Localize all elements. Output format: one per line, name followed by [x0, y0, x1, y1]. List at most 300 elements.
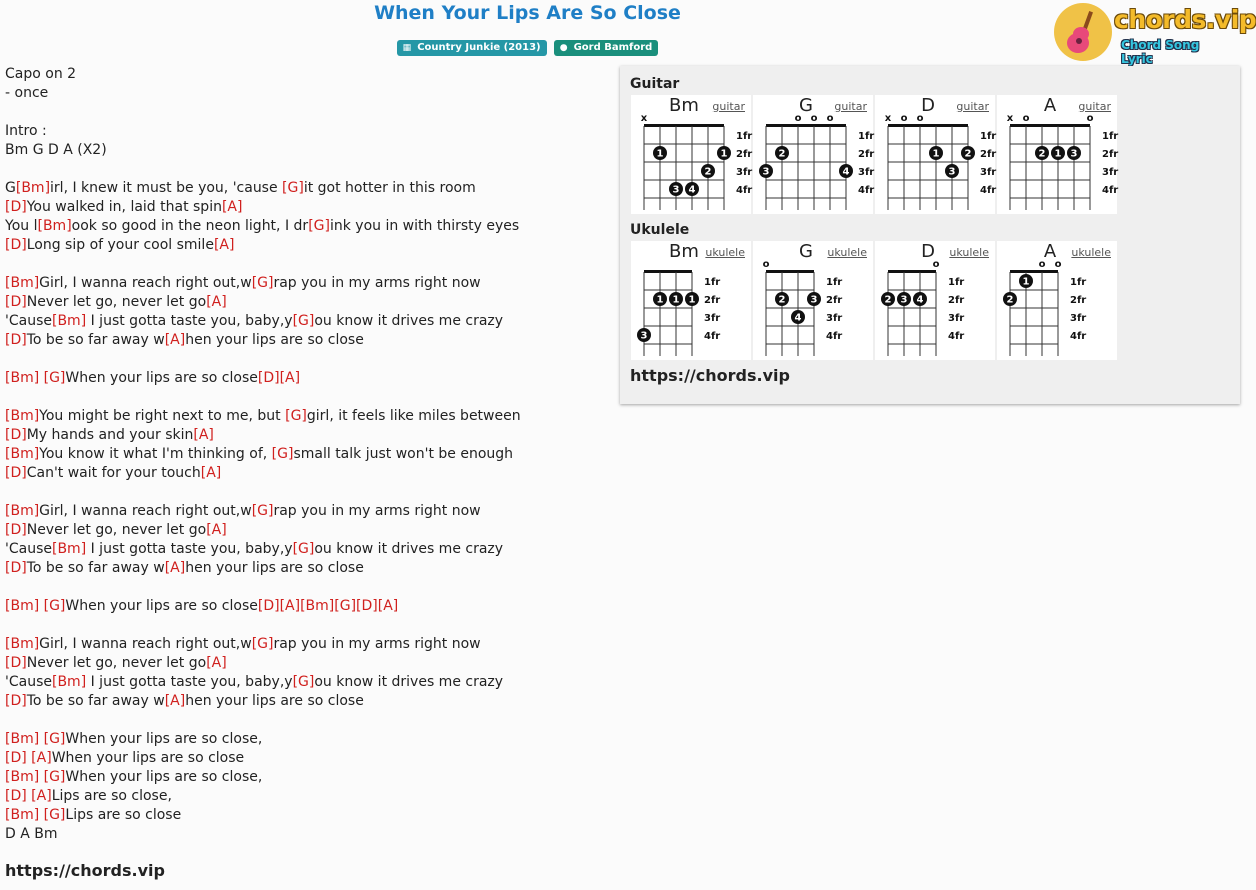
chord-marker[interactable]: [Bm] — [5, 598, 40, 614]
lyric-line — [5, 806, 605, 825]
chord-diagram-panel — [620, 66, 1240, 404]
chord-marker[interactable]: [G] — [43, 807, 66, 823]
lyric-line — [5, 825, 605, 844]
chord-marker[interactable]: [A] — [200, 465, 222, 481]
lyric-text: Can't wait for your touch — [26, 465, 201, 481]
finger-number: 1 — [688, 294, 696, 306]
chord-marker[interactable]: [G] — [334, 598, 357, 614]
chord-instrument-link[interactable]: ukulele — [949, 246, 989, 259]
finger-number: 1 — [1054, 148, 1062, 160]
chord-marker[interactable]: [Bm] — [5, 769, 40, 785]
lyric-text: Intro : — [5, 123, 47, 139]
chord-instrument-link[interactable]: guitar — [1078, 100, 1111, 113]
open-string-marker: o — [932, 259, 940, 270]
chord-marker[interactable]: [A] — [206, 294, 227, 310]
open-string-marker: o — [1086, 113, 1094, 124]
finger-dot — [653, 292, 667, 306]
song-badges — [0, 35, 1055, 56]
ukulele-chord-g[interactable] — [753, 241, 873, 360]
fret-label: 4fr — [1070, 331, 1087, 342]
fret-label: 2fr — [948, 295, 965, 306]
fret-label: 2fr — [1102, 149, 1119, 160]
finger-number: 2 — [1006, 294, 1014, 306]
fret-label: 1fr — [948, 277, 965, 288]
lyric-text: I just gotta taste you, baby,y — [86, 674, 293, 690]
muted-string-marker: x — [640, 113, 648, 124]
finger-number: 2 — [964, 148, 972, 160]
lyric-line — [5, 502, 605, 521]
finger-number: 1 — [720, 148, 728, 160]
chord-marker[interactable]: [A] — [164, 560, 186, 576]
open-string-marker: o — [762, 259, 770, 270]
lyric-line — [5, 84, 605, 103]
finger-dot — [961, 146, 975, 160]
finger-dot — [1019, 274, 1033, 288]
fret-label: 3fr — [1070, 313, 1087, 324]
fret-label: 2fr — [826, 295, 843, 306]
finger-dot — [685, 292, 699, 306]
chord-marker[interactable]: [Bm] — [5, 503, 40, 519]
fret-label: 2fr — [736, 149, 753, 160]
lyric-line — [5, 274, 605, 293]
lyric-line — [5, 65, 605, 84]
lyric-text: D A Bm — [5, 826, 58, 842]
lyric-line — [5, 293, 605, 312]
lyric-text: You know it what I'm thinking of, — [39, 446, 272, 462]
artist-label: Gord Bamford — [573, 42, 653, 53]
finger-number: 1 — [656, 294, 664, 306]
lyric-text: it got hotter in this room — [303, 180, 476, 196]
finger-number: 1 — [672, 294, 680, 306]
finger-number: 3 — [762, 166, 770, 178]
fret-label: 4fr — [1102, 185, 1119, 196]
lyric-line — [5, 407, 605, 426]
fret-label: 3fr — [736, 167, 753, 178]
lyric-text: ou know it drives me crazy — [314, 313, 504, 329]
muted-string-marker: x — [1006, 113, 1014, 124]
chord-marker[interactable]: [G] — [292, 541, 315, 557]
finger-number: 1 — [1022, 276, 1030, 288]
finger-number: 4 — [688, 184, 696, 196]
lyric-line — [5, 331, 605, 350]
chord-marker[interactable]: [D] — [5, 237, 27, 253]
ukulele-chord-bm[interactable] — [631, 241, 751, 360]
lyric-text: When your lips are so close — [65, 598, 258, 614]
finger-dot — [929, 146, 943, 160]
chord-marker[interactable]: [G] — [43, 731, 66, 747]
lyric-text: ou know it drives me crazy — [314, 541, 504, 557]
chord-marker[interactable]: [D] — [257, 370, 280, 386]
fret-label: 3fr — [704, 313, 721, 324]
finger-number: 3 — [1070, 148, 1078, 160]
finger-dot — [807, 292, 821, 306]
guitar-chord-bm[interactable] — [631, 95, 751, 214]
chord-marker[interactable]: [A] — [206, 655, 227, 671]
chord-marker[interactable]: [Bm] — [51, 674, 87, 690]
finger-dot — [775, 146, 789, 160]
chord-marker[interactable]: [A] — [206, 522, 227, 538]
lyric-text: rap you in my arms right now — [273, 275, 481, 291]
fret-label: 1fr — [826, 277, 843, 288]
artist-badge[interactable] — [554, 40, 659, 56]
chord-instrument-link[interactable]: guitar — [712, 100, 745, 113]
lyric-text: I just gotta taste you, baby,y — [86, 541, 293, 557]
finger-dot — [759, 164, 773, 178]
finger-dot — [701, 164, 715, 178]
lyric-text: rap you in my arms right now — [273, 636, 481, 652]
fret-label: 1fr — [980, 131, 997, 142]
chord-marker[interactable]: [Bm] — [5, 731, 40, 747]
lyric-text: hen your lips are so close — [185, 693, 364, 709]
open-string-marker: o — [916, 113, 924, 124]
open-string-marker: o — [1054, 259, 1062, 270]
chord-marker[interactable]: [A] — [31, 750, 52, 766]
chord-marker[interactable]: [G] — [43, 769, 66, 785]
chord-fretboard — [875, 259, 995, 359]
lyric-line — [5, 141, 605, 160]
open-string-marker: o — [1038, 259, 1046, 270]
chord-marker[interactable]: [D] — [5, 294, 27, 310]
chord-name: G — [799, 95, 813, 116]
chord-marker[interactable]: [A] — [279, 598, 301, 614]
lyric-text: - once — [5, 85, 49, 101]
open-string-marker: o — [1022, 113, 1030, 124]
guitar-chord-a[interactable] — [997, 95, 1117, 214]
lyric-line — [5, 540, 605, 559]
lyric-text: rap you in my arms right now — [273, 503, 481, 519]
chord-marker[interactable]: [Bm] — [5, 446, 40, 462]
chord-fretboard — [753, 259, 873, 359]
chord-marker[interactable]: [D] — [5, 750, 27, 766]
lyric-text: ink you in with thirsty eyes — [329, 218, 520, 234]
finger-dot — [1003, 292, 1017, 306]
chord-marker[interactable]: [D] — [257, 598, 280, 614]
finger-dot — [653, 146, 667, 160]
lyric-line — [5, 103, 605, 122]
lyric-text: You might be right next to me, but — [39, 408, 286, 424]
chord-fretboard — [997, 259, 1117, 359]
chord-marker[interactable]: [A] — [221, 199, 243, 215]
lyric-text: small talk just won't be enough — [293, 446, 514, 462]
chord-marker[interactable]: [D] — [5, 560, 27, 576]
fret-label: 4fr — [858, 185, 875, 196]
finger-number: 2 — [778, 148, 786, 160]
chord-marker[interactable]: [D] — [5, 465, 27, 481]
lyric-text: ou know it drives me crazy — [314, 674, 504, 690]
open-string-marker: o — [794, 113, 802, 124]
lyric-text: Never let go, never let go — [26, 294, 207, 310]
chord-marker[interactable]: [D] — [5, 693, 27, 709]
lyric-text: My hands and your skin — [26, 427, 194, 443]
chord-marker[interactable]: [A] — [193, 427, 214, 443]
finger-dot — [1067, 146, 1081, 160]
lyric-line — [5, 635, 605, 654]
lyric-line — [5, 711, 605, 730]
chord-fretboard — [997, 113, 1117, 213]
fret-label: 1fr — [704, 277, 721, 288]
finger-dot — [881, 292, 895, 306]
lyric-line — [5, 692, 605, 711]
chord-fretboard — [875, 113, 995, 213]
fret-label: 2fr — [858, 149, 875, 160]
finger-number: 4 — [794, 312, 802, 324]
fret-label: 2fr — [1070, 295, 1087, 306]
finger-number: 3 — [810, 294, 818, 306]
chord-marker[interactable]: [Bm] — [51, 541, 87, 557]
chord-marker[interactable]: [A] — [164, 332, 186, 348]
finger-number: 1 — [656, 148, 664, 160]
lyric-text: G — [5, 180, 16, 196]
chord-marker[interactable]: [G] — [308, 218, 330, 234]
chord-marker[interactable]: [A] — [213, 237, 235, 253]
fret-label: 4fr — [948, 331, 965, 342]
fret-label: 4fr — [826, 331, 843, 342]
finger-dot — [669, 182, 683, 196]
fret-label: 2fr — [704, 295, 721, 306]
finger-number: 4 — [842, 166, 850, 178]
finger-dot — [1035, 146, 1049, 160]
chord-marker[interactable]: [Bm] — [37, 218, 72, 234]
lyric-line — [5, 388, 605, 407]
lyric-text: Girl, I wanna reach right out,w — [39, 636, 252, 652]
finger-dot — [717, 146, 731, 160]
song-title: When Your Lips Are So Close — [374, 2, 681, 24]
chord-fretboard — [631, 259, 751, 359]
chord-name: Bm — [669, 95, 699, 116]
finger-dot — [945, 164, 959, 178]
chord-marker[interactable]: [D] — [5, 332, 27, 348]
lyric-text: When your lips are so close — [65, 370, 258, 386]
lyric-line — [5, 160, 605, 179]
finger-dot — [669, 292, 683, 306]
muted-string-marker: x — [884, 113, 892, 124]
finger-dot — [685, 182, 699, 196]
chord-marker[interactable]: [Bm] — [15, 180, 51, 196]
lyric-text: 'Cause — [5, 541, 52, 557]
chord-marker[interactable]: [D] — [5, 655, 27, 671]
chord-marker[interactable]: [A] — [31, 788, 52, 804]
lyric-line — [5, 768, 605, 787]
fret-label: 4fr — [980, 185, 997, 196]
lyric-text: You walked in, laid that spin — [26, 199, 222, 215]
finger-dot — [1051, 146, 1065, 160]
fret-label: 1fr — [1102, 131, 1119, 142]
book-icon: ▦ — [402, 43, 412, 53]
lyric-line — [5, 559, 605, 578]
lyric-text: hen your lips are so close — [185, 560, 364, 576]
lyric-line — [5, 255, 605, 274]
lyric-line — [5, 426, 605, 445]
chord-marker[interactable]: [A] — [164, 693, 186, 709]
fret-label: 4fr — [704, 331, 721, 342]
finger-dot — [897, 292, 911, 306]
fret-label: 3fr — [858, 167, 875, 178]
chord-marker[interactable]: [G] — [271, 446, 294, 462]
chord-name: A — [1043, 95, 1057, 116]
finger-dot — [791, 310, 805, 324]
lyric-text: When your lips are so close, — [65, 769, 263, 785]
finger-dot — [913, 292, 927, 306]
lyric-line — [5, 312, 605, 331]
lyric-line — [5, 654, 605, 673]
logo-text: chords.vip — [1114, 5, 1256, 34]
lyric-text: Long sip of your cool smile — [26, 237, 214, 253]
finger-number: 2 — [778, 294, 786, 306]
chord-marker[interactable]: [G] — [282, 180, 304, 196]
lyric-text: Never let go, never let go — [26, 655, 207, 671]
footer-url[interactable]: https://chords.vip — [5, 861, 165, 880]
logo-subtitle: Chord Song Lyric — [1121, 38, 1200, 66]
chord-marker[interactable]: [G] — [292, 313, 315, 329]
chord-marker[interactable]: [Bm] — [5, 636, 40, 652]
lyric-text: To be so far away w — [26, 693, 165, 709]
chord-marker[interactable]: [D] — [5, 427, 27, 443]
finger-number: 4 — [916, 294, 924, 306]
open-string-marker: o — [826, 113, 834, 124]
lyric-line — [5, 749, 605, 768]
ukulele-section-label: Ukulele — [630, 222, 690, 238]
finger-number: 3 — [672, 184, 680, 196]
lyric-line — [5, 464, 605, 483]
chord-marker[interactable]: [Bm] — [5, 408, 40, 424]
fret-label: 3fr — [980, 167, 997, 178]
fret-label: 4fr — [736, 185, 753, 196]
panel-url[interactable]: https://chords.vip — [630, 366, 790, 385]
lyric-line — [5, 578, 605, 597]
fret-label: 1fr — [858, 131, 875, 142]
finger-dot — [637, 328, 651, 342]
fret-label: 1fr — [736, 131, 753, 142]
lyric-line — [5, 217, 605, 236]
chord-instrument-link[interactable]: ukulele — [705, 246, 745, 259]
chord-marker[interactable]: [Bm] — [5, 807, 40, 823]
chord-marker[interactable]: [Bm] — [51, 313, 87, 329]
lyric-line — [5, 483, 605, 502]
album-badge[interactable] — [397, 40, 547, 56]
lyric-text: girl, it feels like miles between — [306, 408, 521, 424]
fret-label: 2fr — [980, 149, 997, 160]
lyric-line — [5, 616, 605, 635]
chord-marker[interactable]: [D] — [356, 598, 378, 614]
finger-dot — [839, 164, 853, 178]
lyric-line — [5, 597, 605, 616]
open-string-marker: o — [810, 113, 818, 124]
lyric-text: You l — [5, 218, 38, 234]
lyric-line — [5, 445, 605, 464]
lyric-text: When your lips are so close, — [65, 731, 263, 747]
chord-marker[interactable]: [D] — [5, 199, 27, 215]
fret-label: 3fr — [826, 313, 843, 324]
lyric-line — [5, 236, 605, 255]
ukulele-chord-d[interactable] — [875, 241, 995, 360]
chord-marker[interactable]: [G] — [251, 636, 274, 652]
guitar-chord-d[interactable] — [875, 95, 995, 214]
finger-number: 3 — [948, 166, 956, 178]
chord-name: G — [799, 241, 813, 262]
chord-instrument-link[interactable]: ukulele — [827, 246, 867, 259]
chord-name: Bm — [669, 241, 699, 262]
chord-instrument-link[interactable]: ukulele — [1071, 246, 1111, 259]
lyric-text: When your lips are so close — [51, 750, 245, 766]
guitar-logo-icon — [1054, 3, 1112, 61]
finger-number: 3 — [900, 294, 908, 306]
site-logo[interactable] — [1054, 3, 1256, 66]
fret-label: 3fr — [948, 313, 965, 324]
lyric-line — [5, 730, 605, 749]
lyric-text: 'Cause — [5, 674, 52, 690]
lyric-text: Lips are so close, — [51, 788, 172, 804]
chord-marker[interactable]: [D] — [5, 522, 27, 538]
chord-marker[interactable]: [Bm] — [5, 275, 40, 291]
chord-marker[interactable]: [G] — [43, 370, 66, 386]
lyric-line — [5, 122, 605, 141]
open-string-marker: o — [900, 113, 908, 124]
ukulele-chord-a[interactable] — [997, 241, 1117, 360]
chord-marker[interactable]: [G] — [43, 598, 66, 614]
chord-instrument-link[interactable]: guitar — [834, 100, 867, 113]
finger-number: 2 — [704, 166, 712, 178]
lyric-line — [5, 179, 605, 198]
lyric-line — [5, 369, 605, 388]
chord-name: D — [921, 95, 935, 116]
finger-number: 3 — [640, 330, 648, 342]
lyric-text: To be so far away w — [26, 560, 165, 576]
lyric-line — [5, 350, 605, 369]
finger-dot — [775, 292, 789, 306]
fret-label: 3fr — [1102, 167, 1119, 178]
chord-marker[interactable]: [G] — [292, 674, 315, 690]
chord-marker[interactable]: [Bm] — [300, 598, 335, 614]
chord-name: D — [921, 241, 935, 262]
finger-number: 2 — [884, 294, 892, 306]
lyric-line — [5, 787, 605, 806]
lyric-text: Capo on 2 — [5, 66, 77, 82]
guitar-section-label: Guitar — [630, 76, 680, 92]
user-icon: ● — [559, 43, 568, 53]
fret-label: 1fr — [1070, 277, 1087, 288]
album-label: Country Junkie (2013) — [417, 42, 541, 53]
lyric-text: Never let go, never let go — [26, 522, 207, 538]
finger-number: 2 — [1038, 148, 1046, 160]
lyric-text: Bm G D A (X2) — [5, 142, 107, 158]
lyric-text: Lips are so close — [65, 807, 182, 823]
lyric-line — [5, 673, 605, 692]
chord-marker[interactable]: [A] — [377, 598, 399, 614]
lyric-text: Girl, I wanna reach right out,w — [39, 275, 252, 291]
chord-name: A — [1043, 241, 1057, 262]
lyric-text: hen your lips are so close — [185, 332, 364, 348]
chord-marker[interactable]: [G] — [251, 503, 274, 519]
chord-fretboard — [631, 113, 751, 213]
lyric-text: ook so good in the neon light, I dr — [71, 218, 309, 234]
lyric-text: Girl, I wanna reach right out,w — [39, 503, 252, 519]
chord-marker[interactable]: [A] — [279, 370, 301, 386]
finger-number: 1 — [932, 148, 940, 160]
lyrics-block — [5, 65, 605, 844]
chord-marker[interactable]: [Bm] — [5, 370, 40, 386]
lyric-text: I just gotta taste you, baby,y — [86, 313, 293, 329]
guitar-chord-g[interactable] — [753, 95, 873, 214]
chord-marker[interactable]: [G] — [285, 408, 307, 424]
chord-marker[interactable]: [D] — [5, 788, 27, 804]
lyric-text: 'Cause — [5, 313, 52, 329]
lyric-text: To be so far away w — [26, 332, 165, 348]
chord-marker[interactable]: [G] — [251, 275, 274, 291]
lyric-line — [5, 521, 605, 540]
chord-instrument-link[interactable]: guitar — [956, 100, 989, 113]
chord-fretboard — [753, 113, 873, 213]
lyric-text: irl, I knew it must be you, 'cause — [50, 180, 283, 196]
